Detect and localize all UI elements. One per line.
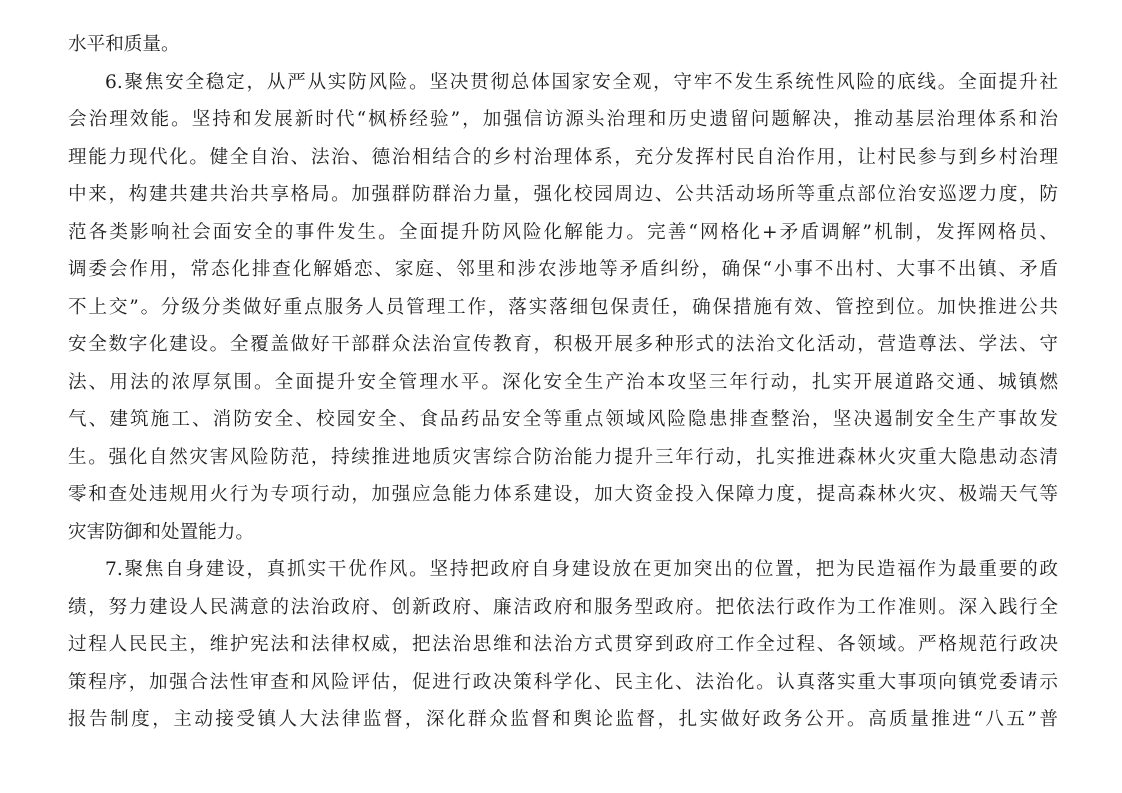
text-line: 中来，构建共建共治共享格局。加强群防群治力量，强化校园周边、公共活动场所等重点部位治安巡逻力度，防 [68, 184, 1058, 205]
text-line: 生。强化自然灾害风险防范，持续推进地质灾害综合防治能力提升三年行动，扎实推进森林火灾重大隐患动态清 [68, 446, 1058, 468]
text-line: 过程人民民主，维护宪法和法律权威，把法治思维和法治方式贯穿到政府工作全过程、各领域。严格规范行政决 [68, 634, 1058, 655]
text-line: 策程序，加强合法性审查和风险评估，促进行政决策科学化、民主化、法治化。认真落实重大事项向镇党委请示 [68, 671, 1058, 693]
text-line: 灾害防御和处置能力。 [68, 521, 254, 543]
text-line: 理能力现代化。健全自治、法治、德治相结合的乡村治理体系，充分发挥村民自治作用，让村民参与到乡村治理 [68, 146, 1058, 168]
text-line: 范各类影响社会面安全的事件发生。全面提升防风险化解能力。完善“网格化+矛盾调解”机制，发挥网格员、 [68, 221, 1058, 243]
text-line: 法、用法的浓厚氛围。全面提升安全管理水平。深化安全生产治本攻坚三年行动，扎实开展道路交通、城镇燃 [68, 371, 1058, 393]
text-line: 安全数字化建设。全覆盖做好干部群众法治宣传教育，积极开展多种形式的法治文化活动，营造尊法、学法、守 [68, 334, 1058, 355]
text-line: 6.聚焦安全稳定，从严从实防风险。坚决贯彻总体国家安全观，守牢不发生系统性风险的底线。全面提升社 [105, 71, 1058, 93]
text-line: 不上交”。分级分类做好重点服务人员管理工作，落实落细包保责任，确保措施有效、管控到位。加快推进公共 [68, 296, 1058, 318]
text-line: 水平和质量。 [68, 34, 180, 55]
text-line: 绩，努力建设人民满意的法治政府、创新政府、廉洁政府和服务型政府。把依法行政作为工作准则。深入践行全 [68, 596, 1058, 618]
text-line: 会治理效能。坚持和发展新时代“枫桥经验”，加强信访源头治理和历史遗留问题解决，推动基层治理体系和治 [68, 109, 1058, 130]
body-text [68, 26, 1058, 739]
text-line: 7.聚焦自身建设，真抓实干优作风。坚持把政府自身建设放在更加突出的位置，把为民造福作为最重要的政 [105, 559, 1058, 580]
text-line: 报告制度，主动接受镇人大法律监督，深化群众监督和舆论监督，扎实做好政务公开。高质量推进“八五”普 [68, 709, 1058, 730]
text-line: 气、建筑施工、消防安全、校园安全、食品药品安全等重点领域风险隐患排查整治，坚决遏制安全生产事故发 [68, 409, 1058, 430]
text-line: 零和查处违规用火行为专项行动，加强应急能力体系建设，加大资金投入保障力度，提高森林火灾、极端天气等 [68, 484, 1058, 505]
text-line: 调委会作用，常态化排查化解婚恋、家庭、邻里和涉农涉地等矛盾纠纷，确保“小事不出村、大事不出镇、矛盾 [68, 259, 1058, 280]
